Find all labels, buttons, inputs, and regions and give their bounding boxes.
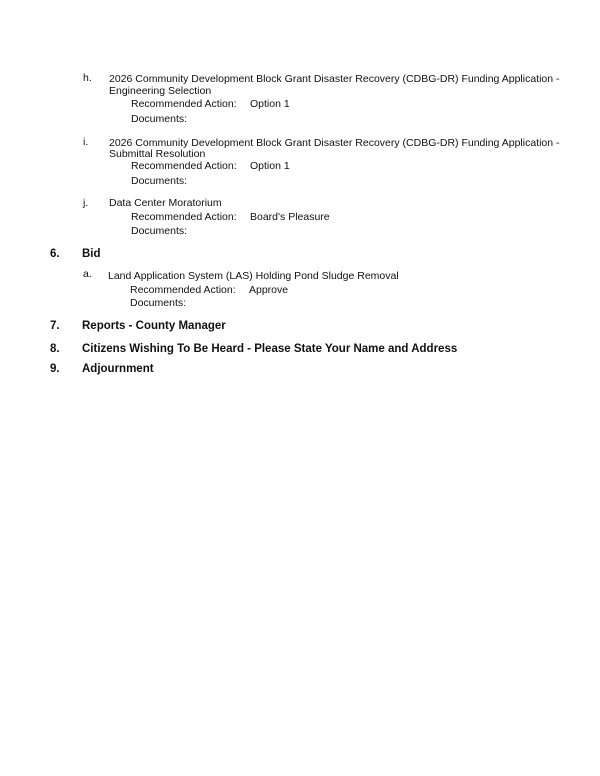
documents-label: Documents: bbox=[131, 113, 188, 125]
section-number: 8. bbox=[50, 343, 60, 355]
recommended-action-value: Option 1 bbox=[250, 98, 290, 110]
item-letter: a. bbox=[83, 268, 92, 280]
recommended-action-label: Recommended Action: bbox=[131, 98, 237, 110]
item-title-line1: 2026 Community Development Block Grant Disaster Recovery (CDBG-DR) Funding Application - bbox=[109, 73, 560, 85]
recommended-action-label: Recommended Action: bbox=[131, 211, 237, 223]
section-title: Reports - County Manager bbox=[82, 320, 226, 332]
item-title-line1: 2026 Community Development Block Grant Disaster Recovery (CDBG-DR) Funding Application - bbox=[109, 137, 560, 149]
item-letter: j. bbox=[83, 197, 89, 209]
recommended-action-label: Recommended Action: bbox=[130, 284, 236, 296]
section-title: Citizens Wishing To Be Heard - Please State Your Name and Address bbox=[82, 343, 458, 355]
item-title-line2: Engineering Selection bbox=[109, 85, 212, 97]
documents-label: Documents: bbox=[131, 225, 188, 237]
recommended-action-value: Approve bbox=[249, 284, 289, 296]
item-title-line1: Land Application System (LAS) Holding Pond Sludge Removal bbox=[108, 270, 399, 282]
section-title: Bid bbox=[82, 248, 101, 260]
recommended-action-value: Board's Pleasure bbox=[250, 211, 330, 223]
recommended-action-value: Option 1 bbox=[250, 160, 290, 172]
section-number: 6. bbox=[50, 248, 60, 260]
item-title-line1: Data Center Moratorium bbox=[109, 197, 222, 209]
item-title-line2: Submittal Resolution bbox=[109, 148, 206, 160]
item-letter: h. bbox=[83, 72, 92, 84]
documents-label: Documents: bbox=[131, 175, 188, 187]
section-number: 7. bbox=[50, 320, 60, 332]
section-title: Adjournment bbox=[82, 363, 154, 375]
recommended-action-label: Recommended Action: bbox=[131, 160, 237, 172]
documents-label: Documents: bbox=[130, 297, 187, 309]
section-number: 9. bbox=[50, 363, 60, 375]
item-letter: i. bbox=[83, 136, 89, 148]
